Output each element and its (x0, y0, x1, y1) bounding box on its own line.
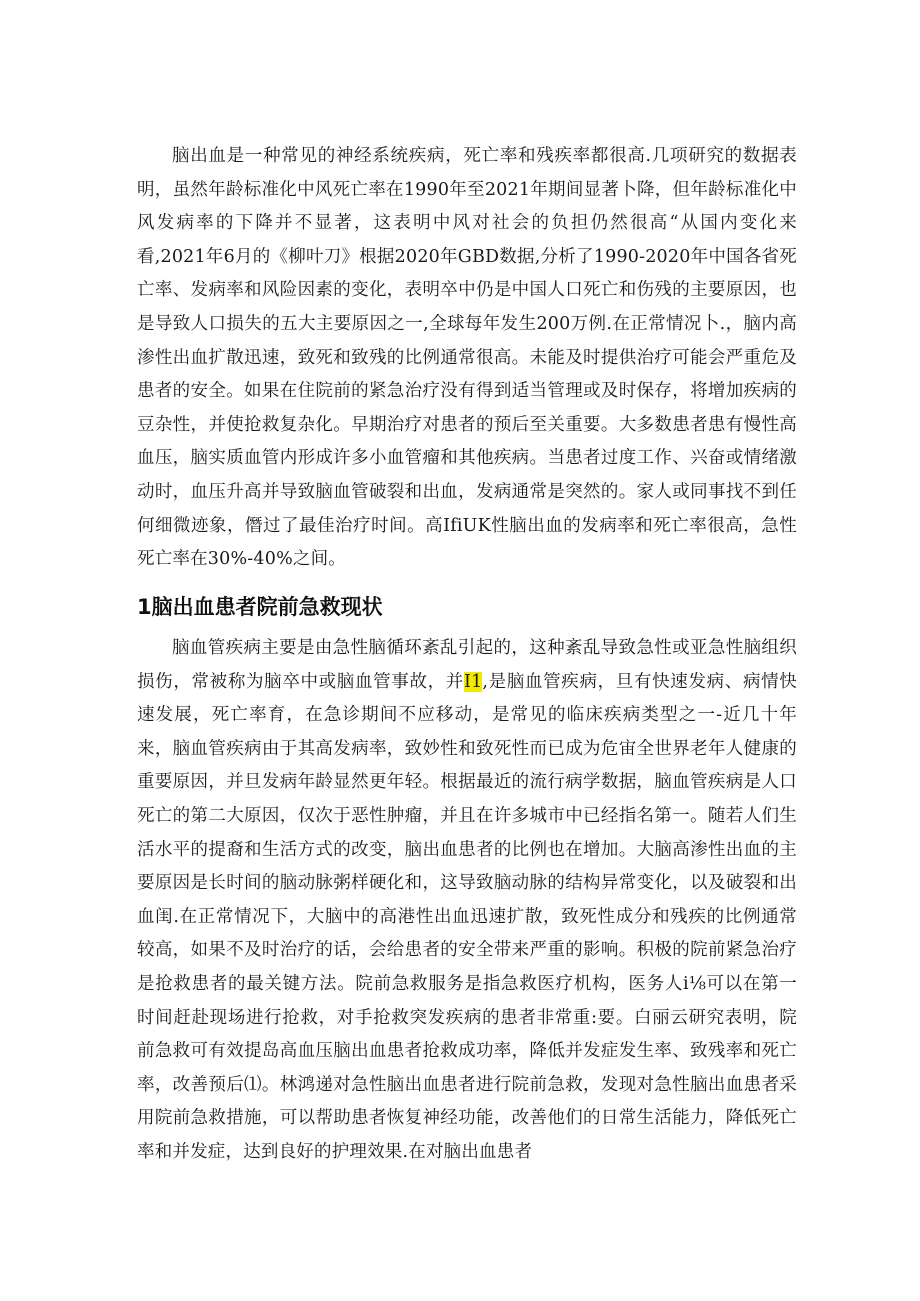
section-paragraph-text-start: 脑血管疾病主要是由急性脑循环紊乱引起的，这种紊乱导致急性或亚急性脑组织损伤，常被称为脑卒中或脑血管事故，并 (137, 638, 797, 692)
section-paragraph-text-rest: ,是脑血管疾病，旦有快速发病、病情快速发展，死亡率育，在急诊期间不应移动，是常见的临床疾病类型之一-近几十年来，脑血管疾病由于其高发病率，致妙性和致死性而已成为危宙全世界老年人健康的重要原因，并旦发病年龄显然更年轻。根据最近的流行病学数据，脑血管疾病是人口死亡的第二大原因，仅次于恶性肿瘤，并且在许多城市中已经指名第一。随若人们生活水平的提裔和生活方式的改变，脑出血患者的比例也在增加。大脑高渗性出血的主要原因是长时间的脑动脉粥样硬化和，这导致脑动脉的结构异常变化，以及破裂和出血闺.在正常情况下，大脑中的高港性出血迅速扩散，致死性成分和残疾的比例通常较高，如果不及时治疗的话，会给患者的安全带来严重的影响。积极的院前紧急治疗是抢救患者的最关键方法。院前急救服务是指急救医疗机构，医务人i⅛可以在第一时间赶赴现场进行抢救，对手抢救突发疾病的患者非常重:要。白丽云研究表明，院前急救可有效提岛高血压脑出血患者抢救成功率，降低并发症发生率、致残率和死亡率，改善预后⑴。林鸿递对急性脑出血患者进行院前急救，发现对急性脑出血患者采用院前急救措施，可以帮助患者恢复神经功能，改善他们的日常生活能力，降低死亡率和并发症，达到良好的护理效果.在对脑出血患者 (137, 671, 797, 1162)
highlighted-text: I1 (463, 671, 483, 692)
section-paragraph (137, 632, 797, 1170)
intro-paragraph: 脑出血是一种常见的神经系统疾病，死亡率和残疾率都很高.几项研究的数据表明，虽然年龄标准化中风死亡率在1990年至2021年期间显著卜降，但年龄标准化中风发病率的下降并不显著，这表明中风对社会的负担仍然很高“从国内变化来看,2021年6月的《柳叶刀》根据2020年GBD数据,分析了1990-2020年中国各省死亡率、发病率和风险因素的变化，表明卒中仍是中国人口死亡和伤残的主要原因，也是导致人口损失的五大主要原因之一,全球每年发生200万例.在正常情况卜.，脑内高渗性出血扩散迅速，致死和致残的比例通常很高。未能及时提供治疗可能会严重危及患者的安全。如果在住院前的紧急治疗没有得到适当管理或及时保存，将增加疾病的豆杂性，并使抢救复杂化。早期治疗对患者的预后至关重要。大多数患者患有慢性高血压，脑实质血管内形成许多小血管瘤和其他疾病。当患者过度工作、兴奋或情绪激动时，血压升高并导致脑血管破裂和出血，发病通常是突然的。家人或同事找不到任何细微迹象，僭过了最佳治疗时间。高IfiUK性脑出血的发病率和死亡率很高，急性死亡率在30%-40%之间。 (137, 146, 797, 570)
section-heading: 1脑出血患者院前急救现状 (137, 595, 383, 619)
